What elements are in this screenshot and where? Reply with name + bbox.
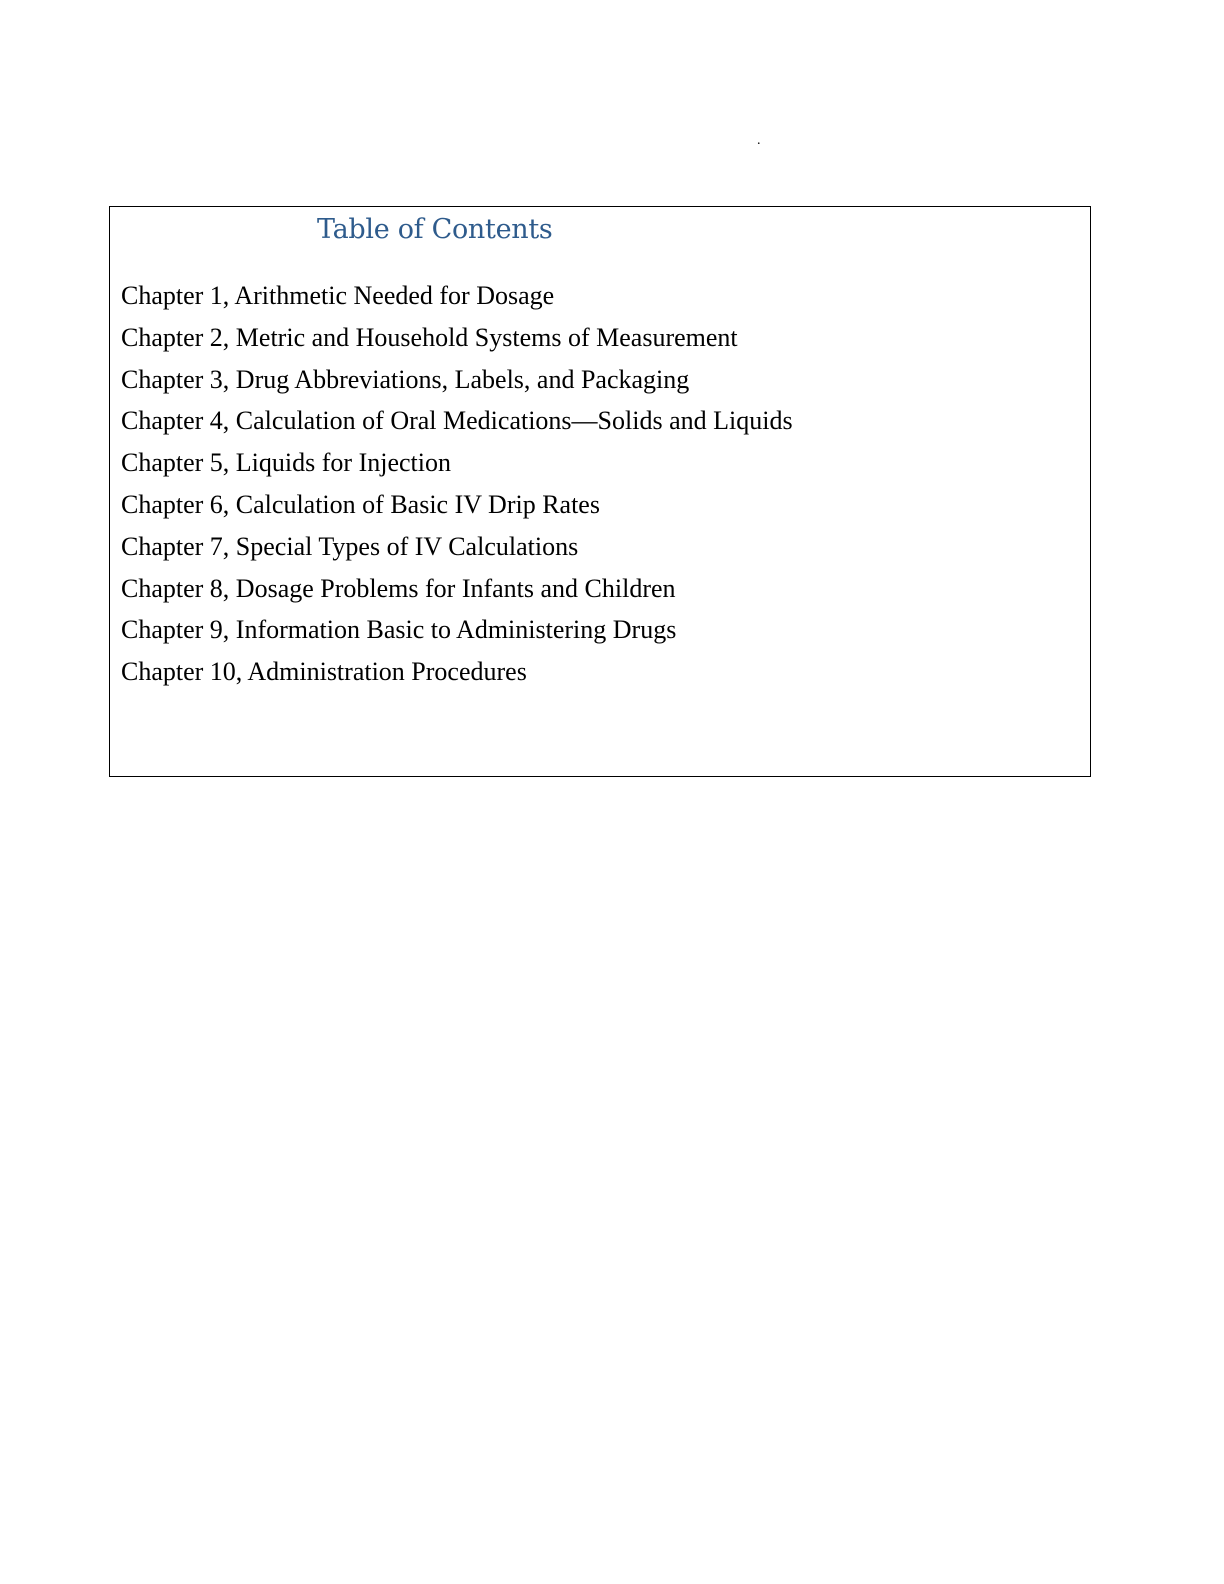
toc-item-chapter-4: Chapter 4, Calculation of Oral Medications—Solids and Liquids (121, 406, 793, 436)
toc-item-chapter-3: Chapter 3, Drug Abbreviations, Labels, and Packaging (121, 364, 690, 394)
toc-item-chapter-8: Chapter 8, Dosage Problems for Infants and Children (121, 573, 676, 603)
toc-item-chapter-7: Chapter 7, Special Types of IV Calculations (121, 531, 579, 561)
toc-chapter-list (121, 275, 793, 693)
toc-item-chapter-2: Chapter 2, Metric and Household Systems of Measurement (121, 322, 738, 352)
toc-item-chapter-5: Chapter 5, Liquids for Injection (121, 448, 451, 478)
table-of-contents-box (109, 206, 1091, 777)
toc-item-chapter-9: Chapter 9, Information Basic to Administering Drugs (121, 615, 677, 645)
stray-period-mark: . (757, 133, 761, 148)
toc-title: Table of Contents (317, 214, 553, 245)
toc-item-chapter-6: Chapter 6, Calculation of Basic IV Drip Rates (121, 489, 600, 519)
toc-item-chapter-1: Chapter 1, Arithmetic Needed for Dosage (121, 281, 555, 310)
toc-item-chapter-10: Chapter 10, Administration Procedures (121, 657, 527, 687)
